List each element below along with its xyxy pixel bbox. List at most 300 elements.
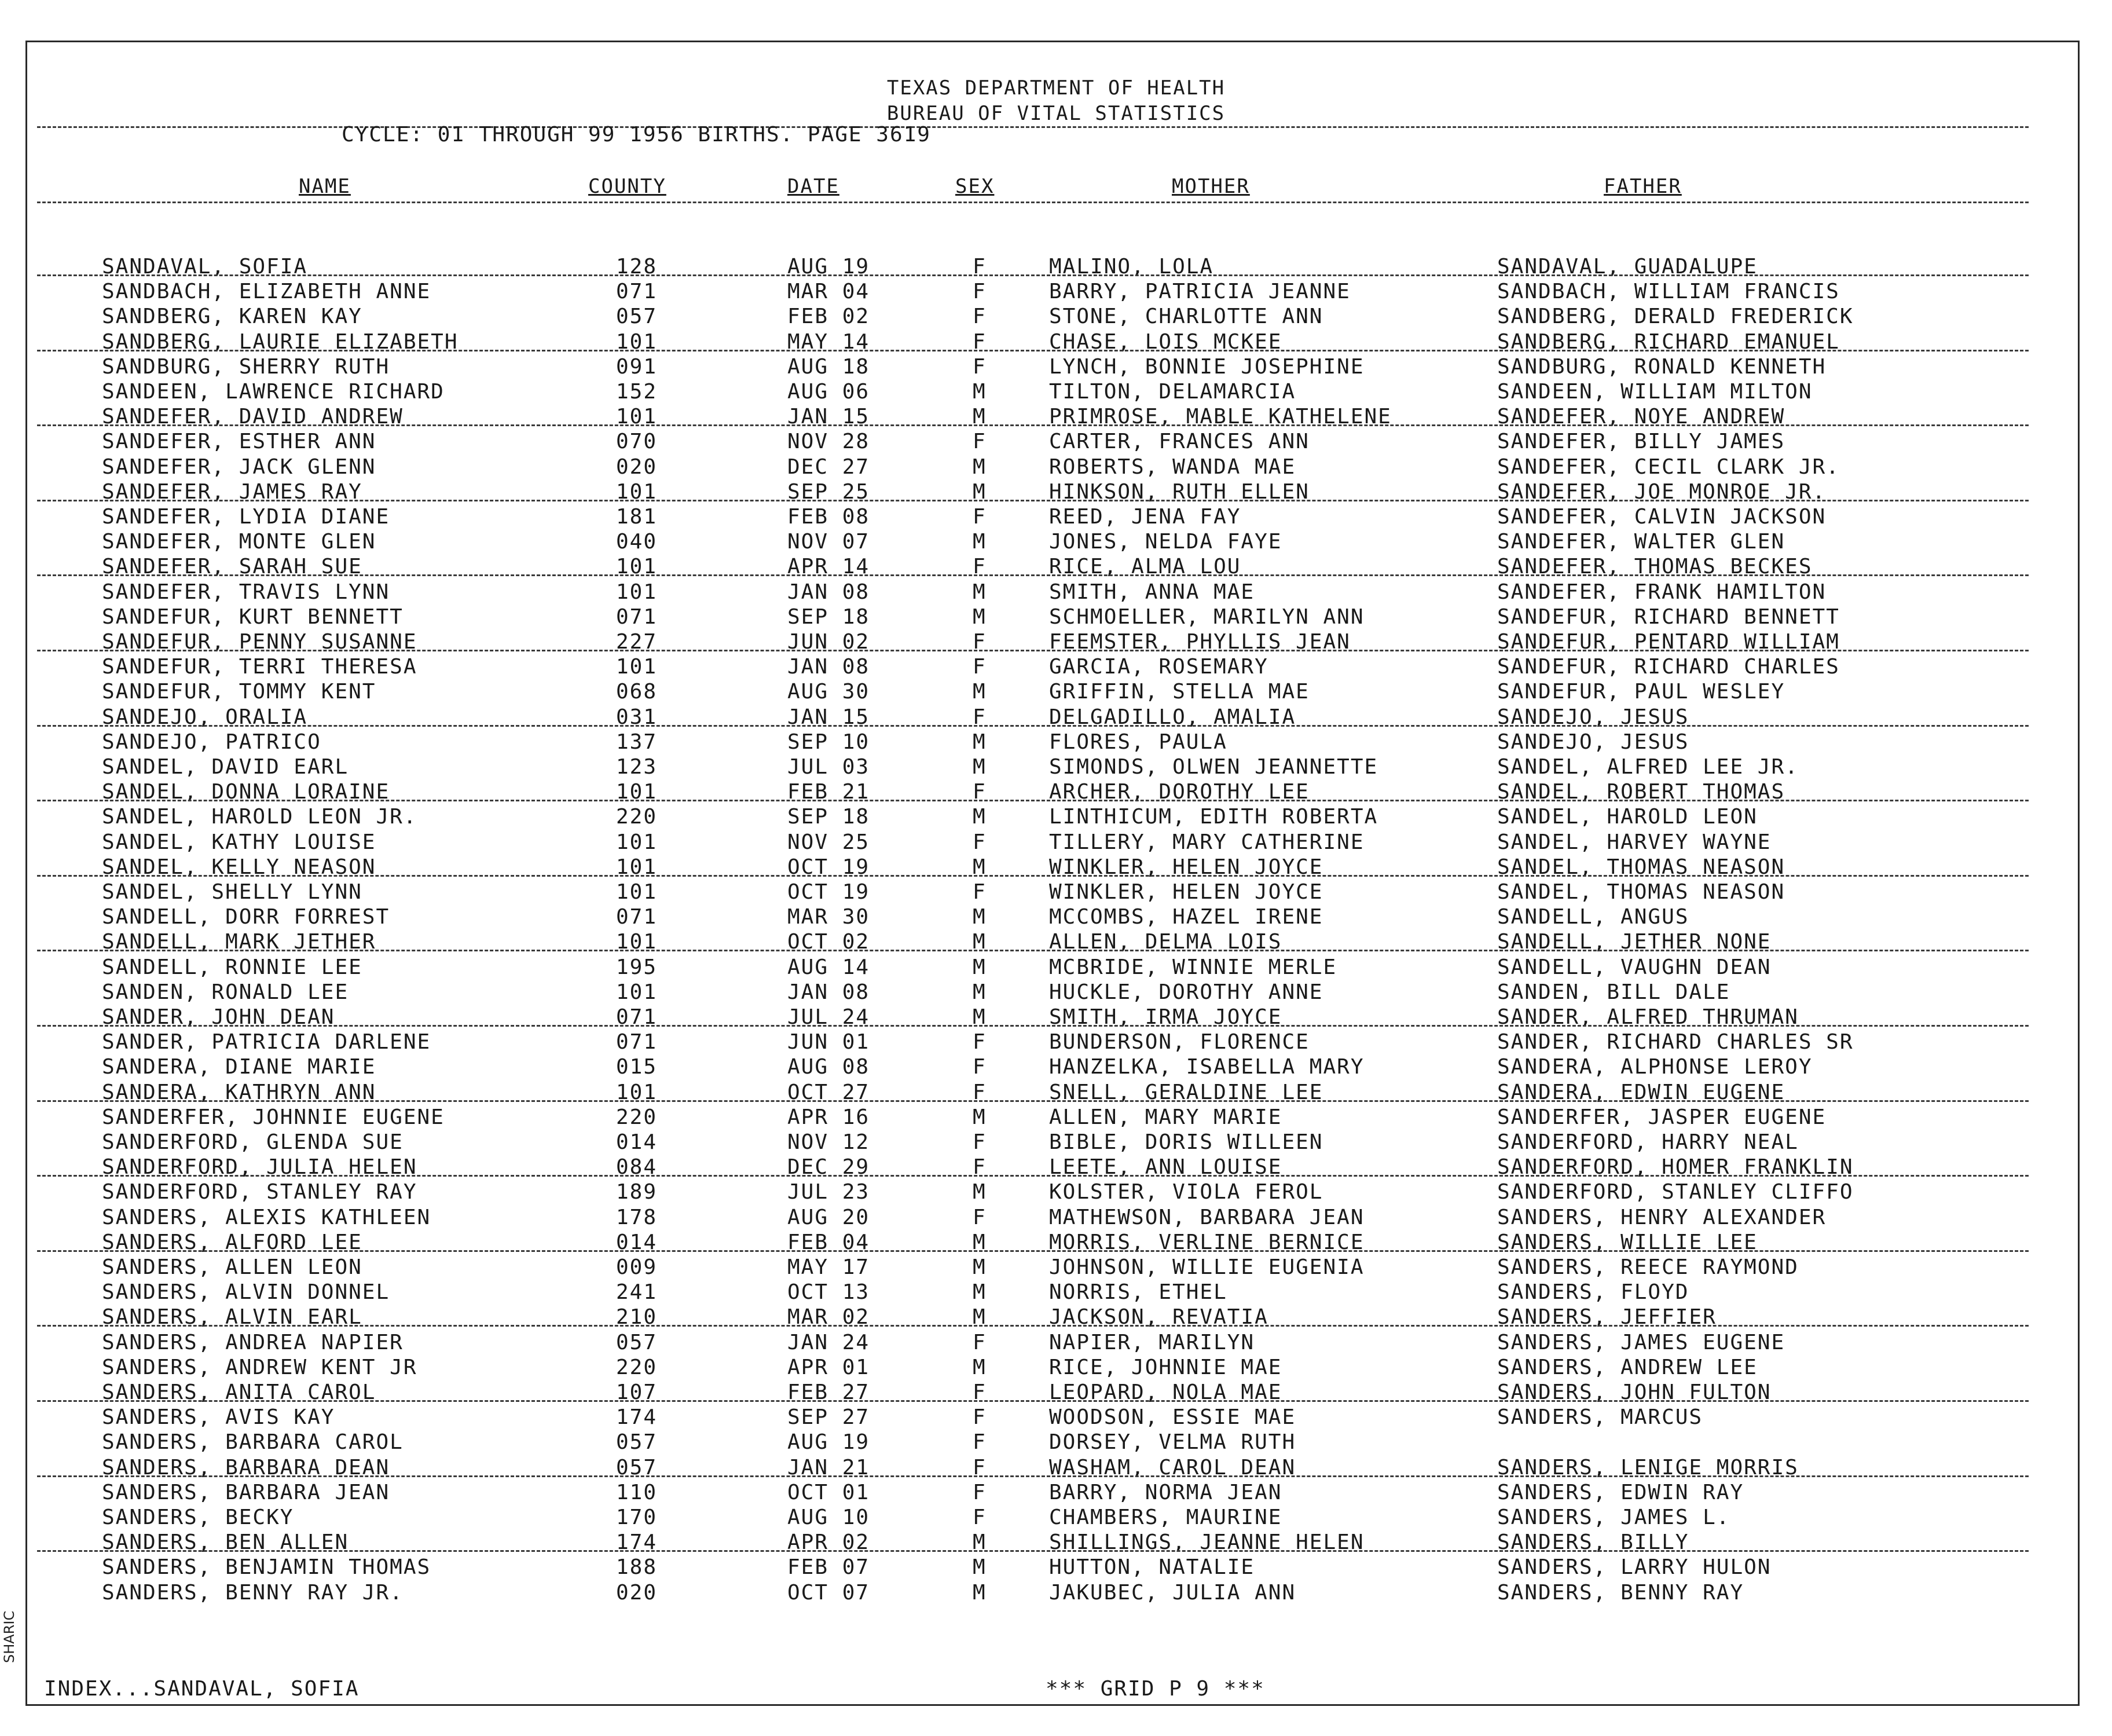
record-county: 020	[616, 455, 658, 479]
record-row	[0, 1280, 2112, 1305]
record-date: NOV 25	[787, 830, 870, 854]
record-date: OCT 19	[787, 880, 870, 904]
record-name: SANDEFER, DAVID ANDREW	[102, 405, 404, 429]
record-county: 101	[616, 980, 658, 1004]
record-father: SANDERS, JAMES EUGENE	[1497, 1330, 1785, 1354]
record-date: NOV 07	[787, 530, 870, 554]
record-name: SANDERS, ALVIN DONNEL	[102, 1280, 390, 1305]
record-county: 101	[616, 329, 658, 354]
record-mother: LEOPARD, NOLA MAE	[1049, 1380, 1282, 1404]
record-sex: M	[973, 680, 987, 704]
record-name: SANDEFER, SARAH SUE	[102, 555, 362, 579]
record-mother: PRIMROSE, MABLE KATHELENE	[1049, 405, 1392, 429]
record-mother: HANZELKA, ISABELLA MARY	[1049, 1055, 1365, 1079]
record-father: SANDEFER, THOMAS BECKES	[1497, 555, 1813, 579]
record-name: SANDEFER, TRAVIS LYNN	[102, 580, 390, 604]
record-sex: M	[973, 1530, 987, 1555]
record-father: SANDERS, HENRY ALEXANDER	[1497, 1205, 1827, 1229]
record-sex: F	[973, 1055, 987, 1079]
record-sex: M	[973, 1005, 987, 1029]
row-group-rule	[37, 1325, 2029, 1327]
record-mother: SMITH, ANNA MAE	[1049, 580, 1255, 604]
record-mother: SCHMOELLER, MARILYN ANN	[1049, 605, 1365, 629]
record-county: 057	[616, 305, 658, 329]
record-sex: M	[973, 479, 987, 504]
record-row	[0, 605, 2112, 629]
record-mother: MALINO, LOLA	[1049, 255, 1214, 279]
record-row	[0, 580, 2112, 605]
record-sex: M	[973, 980, 987, 1004]
record-sex: M	[973, 405, 987, 429]
record-row	[0, 1405, 2112, 1430]
record-row	[0, 1180, 2112, 1204]
record-row	[0, 880, 2112, 904]
record-row	[0, 730, 2112, 755]
record-name: SANDBERG, LAURIE ELIZABETH	[102, 329, 459, 354]
record-sex: F	[973, 1430, 987, 1455]
record-name: SANDEL, HAROLD LEON JR.	[102, 805, 417, 829]
record-father: SANDEFER, CALVIN JACKSON	[1497, 505, 1827, 529]
record-mother: HUCKLE, DOROTHY ANNE	[1049, 980, 1323, 1004]
record-county: 101	[616, 855, 658, 879]
record-date: JAN 15	[787, 405, 870, 429]
record-name: SANDEFUR, KURT BENNETT	[102, 605, 404, 629]
record-mother: CHASE, LOIS MCKEE	[1049, 329, 1282, 354]
row-group-rule	[37, 1550, 2029, 1552]
record-father: SANDERS, JOHN FULTON	[1497, 1380, 1772, 1404]
record-sex: F	[973, 1080, 987, 1104]
row-group-rule	[37, 725, 2029, 727]
record-mother: JAKUBEC, JULIA ANN	[1049, 1580, 1296, 1605]
record-row	[0, 530, 2112, 554]
record-date: APR 01	[787, 1355, 870, 1379]
record-name: SANDELL, RONNIE LEE	[102, 955, 362, 979]
record-name: SANDEFER, ESTHER ANN	[102, 430, 376, 454]
record-mother: MCCOMBS, HAZEL IRENE	[1049, 905, 1323, 929]
record-name: SANDEN, RONALD LEE	[102, 980, 349, 1004]
record-county: 241	[616, 1280, 658, 1305]
record-name: SANDEFER, LYDIA DIANE	[102, 505, 390, 529]
record-sex: M	[973, 1280, 987, 1305]
record-sex: M	[973, 1180, 987, 1204]
record-date: JUN 01	[787, 1030, 870, 1054]
record-county: 189	[616, 1180, 658, 1204]
record-mother: TILTON, DELAMARCIA	[1049, 380, 1296, 404]
record-father: SANDELL, JETHER NONE	[1497, 930, 1772, 954]
cycle-line: CYCLE: 01 THROUGH 99 1956 BIRTHS. PAGE 3619	[342, 123, 931, 147]
record-mother: HINKSON, RUTH ELLEN	[1049, 479, 1310, 504]
column-header-rule	[37, 202, 2029, 203]
record-father: SANDERA, ALPHONSE LEROY	[1497, 1055, 1813, 1079]
record-sex: F	[973, 655, 987, 679]
record-row	[0, 1055, 2112, 1079]
record-date: JAN 08	[787, 655, 870, 679]
record-name: SANDEL, SHELLY LYNN	[102, 880, 362, 904]
record-date: SEP 25	[787, 479, 870, 504]
record-sex: F	[973, 555, 987, 579]
record-mother: WASHAM, CAROL DEAN	[1049, 1455, 1296, 1479]
header-rule	[37, 126, 2029, 128]
record-father: SANDERS, BENNY RAY	[1497, 1580, 1744, 1605]
record-mother: WINKLER, HELEN JOYCE	[1049, 855, 1323, 879]
record-mother: RICE, JOHNNIE MAE	[1049, 1355, 1282, 1379]
record-father: SANDERFORD, STANLEY CLIFFO	[1497, 1180, 1854, 1204]
record-father: SANDEL, THOMAS NEASON	[1497, 855, 1785, 879]
record-sex: M	[973, 855, 987, 879]
record-county: 152	[616, 380, 658, 404]
record-county: 070	[616, 430, 658, 454]
row-group-rule	[37, 1250, 2029, 1252]
record-name: SANDERS, AVIS KAY	[102, 1405, 335, 1430]
record-date: AUG 20	[787, 1205, 870, 1229]
record-mother: SHILLINGS, JEANNE HELEN	[1049, 1530, 1365, 1555]
record-mother: WINKLER, HELEN JOYCE	[1049, 880, 1323, 904]
record-name: SANDERS, BEN ALLEN	[102, 1530, 349, 1555]
record-sex: M	[973, 605, 987, 629]
record-date: FEB 04	[787, 1230, 870, 1254]
record-sex: F	[973, 1480, 987, 1504]
record-date: JUL 24	[787, 1005, 870, 1029]
record-row	[0, 955, 2112, 980]
record-father: SANDERS, LENIGE MORRIS	[1497, 1455, 1799, 1479]
record-date: JAN 21	[787, 1455, 870, 1479]
record-sex: M	[973, 930, 987, 954]
record-mother: STONE, CHARLOTTE ANN	[1049, 305, 1323, 329]
record-county: 101	[616, 655, 658, 679]
record-row	[0, 1105, 2112, 1130]
record-date: SEP 27	[787, 1405, 870, 1430]
record-mother: HUTTON, NATALIE	[1049, 1555, 1255, 1580]
record-county: 101	[616, 405, 658, 429]
row-group-rule	[37, 574, 2029, 576]
record-name: SANDERS, ALVIN EARL	[102, 1305, 362, 1330]
record-father: SANDEFER, FRANK HAMILTON	[1497, 580, 1827, 604]
record-date: OCT 02	[787, 930, 870, 954]
record-date: DEC 27	[787, 455, 870, 479]
record-name: SANDERS, ANITA CAROL	[102, 1380, 376, 1404]
record-name: SANDBACH, ELIZABETH ANNE	[102, 280, 431, 304]
record-date: JUL 23	[787, 1180, 870, 1204]
record-county: 220	[616, 805, 658, 829]
record-name: SANDELL, MARK JETHER	[102, 930, 376, 954]
record-father: SANDERS, JEFFIER	[1497, 1305, 1717, 1330]
record-mother: MATHEWSON, BARBARA JEAN	[1049, 1205, 1365, 1229]
record-date: JAN 24	[787, 1330, 870, 1354]
record-father: SANDAVAL, GUADALUPE	[1497, 255, 1758, 279]
record-name: SANDEL, KATHY LOUISE	[102, 830, 376, 854]
record-date: FEB 21	[787, 780, 870, 804]
record-sex: M	[973, 1580, 987, 1605]
record-county: 084	[616, 1155, 658, 1180]
record-date: FEB 27	[787, 1380, 870, 1404]
record-date: APR 02	[787, 1530, 870, 1555]
record-sex: M	[973, 1355, 987, 1379]
record-name: SANDEL, DAVID EARL	[102, 755, 349, 779]
record-county: 174	[616, 1530, 658, 1555]
record-county: 071	[616, 280, 658, 304]
row-group-rule	[37, 1475, 2029, 1477]
record-name: SANDEJO, PATRICO	[102, 730, 321, 754]
column-header-sex: SEX	[955, 175, 995, 198]
record-date: MAY 17	[787, 1255, 870, 1279]
record-row	[0, 1581, 2112, 1605]
record-father: SANDELL, VAUGHN DEAN	[1497, 955, 1772, 979]
record-name: SANDERS, BARBARA DEAN	[102, 1455, 390, 1479]
record-county: 015	[616, 1055, 658, 1079]
row-group-rule	[37, 1400, 2029, 1402]
record-county: 178	[616, 1205, 658, 1229]
record-county: 101	[616, 580, 658, 604]
record-row	[0, 280, 2112, 304]
record-mother: GARCIA, ROSEMARY	[1049, 655, 1268, 679]
record-row	[0, 455, 2112, 479]
record-father: SANDEFER, CECIL CLARK JR.	[1497, 455, 1840, 479]
record-row	[0, 305, 2112, 329]
record-mother: BARRY, NORMA JEAN	[1049, 1480, 1282, 1504]
record-county: 170	[616, 1506, 658, 1529]
row-group-rule	[37, 1175, 2029, 1177]
record-date: AUG 19	[787, 255, 870, 279]
record-sex: F	[973, 329, 987, 354]
record-row	[0, 980, 2112, 1005]
record-sex: F	[973, 1455, 987, 1479]
record-date: NOV 12	[787, 1130, 870, 1154]
record-name: SANDEEN, LAWRENCE RICHARD	[102, 380, 445, 404]
record-sex: M	[973, 1105, 987, 1129]
record-county: 220	[616, 1105, 658, 1129]
record-father: SANDEL, HAROLD LEON	[1497, 805, 1758, 829]
record-father: SANDBERG, RICHARD EMANUEL	[1497, 329, 1840, 354]
record-name: SANDEFER, MONTE GLEN	[102, 530, 376, 554]
record-date: AUG 08	[787, 1055, 870, 1079]
record-row	[0, 1030, 2112, 1054]
bureau-title: BUREAU OF VITAL STATISTICS	[886, 102, 1226, 125]
index-footer: INDEX...SANDAVAL, SOFIA	[44, 1677, 360, 1701]
record-date: AUG 06	[787, 380, 870, 404]
record-row	[0, 1206, 2112, 1230]
record-father: SANDEN, BILL DALE	[1497, 980, 1730, 1004]
record-name: SANDERFER, JOHNNIE EUGENE	[102, 1105, 445, 1129]
record-name: SANDERFORD, STANLEY RAY	[102, 1180, 417, 1204]
record-row	[0, 430, 2112, 454]
record-name: SANDEJO, ORALIA	[102, 705, 308, 729]
record-name: SANDEFUR, PENNY SUSANNE	[102, 630, 417, 654]
record-county: 227	[616, 630, 658, 654]
column-header-name: NAME	[299, 175, 351, 198]
record-sex: F	[973, 430, 987, 454]
side-label: SHARIC	[1, 1610, 17, 1663]
record-date: MAY 14	[787, 329, 870, 354]
record-county: 101	[616, 880, 658, 904]
record-county: 101	[616, 555, 658, 579]
record-sex: F	[973, 630, 987, 654]
row-group-rule	[37, 1025, 2029, 1027]
record-mother: ALLEN, MARY MARIE	[1049, 1105, 1282, 1129]
record-county: 020	[616, 1580, 658, 1605]
record-mother: JONES, NELDA FAYE	[1049, 530, 1282, 554]
record-father: SANDEFER, NOYE ANDREW	[1497, 405, 1785, 429]
record-father: SANDERFORD, HARRY NEAL	[1497, 1130, 1799, 1154]
row-group-rule	[37, 350, 2029, 351]
record-father: SANDER, RICHARD CHARLES SR	[1497, 1030, 1854, 1054]
record-mother: GRIFFIN, STELLA MAE	[1049, 680, 1310, 704]
record-sex: F	[973, 705, 987, 729]
record-county: 188	[616, 1555, 658, 1580]
record-sex: F	[973, 1330, 987, 1354]
record-name: SANDBERG, KAREN KAY	[102, 305, 362, 329]
column-header-county: COUNTY	[588, 175, 666, 198]
record-row	[0, 1430, 2112, 1455]
record-county: 101	[616, 780, 658, 804]
record-date: FEB 02	[787, 305, 870, 329]
record-county: 091	[616, 354, 658, 379]
record-date: JUN 02	[787, 630, 870, 654]
record-county: 181	[616, 505, 658, 529]
record-name: SANDERA, DIANE MARIE	[102, 1055, 376, 1079]
record-mother: FLORES, PAULA	[1049, 730, 1227, 754]
record-row	[0, 1356, 2112, 1380]
record-father: SANDEFUR, PAUL WESLEY	[1497, 680, 1785, 704]
record-name: SANDERS, BENNY RAY JR.	[102, 1580, 404, 1605]
record-county: 210	[616, 1305, 658, 1330]
record-sex: M	[973, 955, 987, 979]
record-county: 057	[616, 1430, 658, 1455]
record-father: SANDEFER, WALTER GLEN	[1497, 530, 1785, 554]
record-row	[0, 1255, 2112, 1280]
record-father: SANDEL, ROBERT THOMAS	[1497, 780, 1785, 804]
record-sex: F	[973, 880, 987, 904]
record-mother: NAPIER, MARILYN	[1049, 1330, 1255, 1354]
record-county: 128	[616, 255, 658, 279]
record-county: 195	[616, 955, 658, 979]
record-father: SANDERS, MARCUS	[1497, 1405, 1703, 1430]
record-county: 071	[616, 905, 658, 929]
record-sex: F	[973, 780, 987, 804]
row-group-rule	[37, 424, 2029, 426]
column-header-mother: MOTHER	[1172, 175, 1250, 198]
record-father: SANDERS, BILLY	[1497, 1530, 1689, 1555]
record-sex: M	[973, 905, 987, 929]
record-mother: BUNDERSON, FLORENCE	[1049, 1030, 1310, 1054]
record-father: SANDBERG, DERALD FREDERICK	[1497, 305, 1854, 329]
record-date: APR 14	[787, 555, 870, 579]
record-date: FEB 07	[787, 1555, 870, 1580]
record-father: SANDERFER, JASPER EUGENE	[1497, 1105, 1827, 1129]
record-county: 071	[616, 1030, 658, 1054]
record-mother: ARCHER, DOROTHY LEE	[1049, 780, 1310, 804]
record-mother: KOLSTER, VIOLA FEROL	[1049, 1180, 1323, 1204]
record-father: SANDEFUR, RICHARD CHARLES	[1497, 655, 1840, 679]
record-name: SANDERS, BENJAMIN THOMAS	[102, 1555, 431, 1580]
record-mother: SIMONDS, OLWEN JEANNETTE	[1049, 755, 1378, 779]
record-father: SANDBACH, WILLIAM FRANCIS	[1497, 280, 1840, 304]
record-county: 101	[616, 830, 658, 854]
record-date: OCT 13	[787, 1280, 870, 1305]
record-sex: M	[973, 1255, 987, 1279]
row-group-rule	[37, 274, 2029, 276]
record-mother: SNELL, GERALDINE LEE	[1049, 1080, 1323, 1104]
record-county: 123	[616, 755, 658, 779]
record-mother: LYNCH, BONNIE JOSEPHINE	[1049, 354, 1365, 379]
record-mother: ALLEN, DELMA LOIS	[1049, 930, 1282, 954]
record-row	[0, 505, 2112, 529]
record-date: AUG 30	[787, 680, 870, 704]
record-father: SANDERA, EDWIN EUGENE	[1497, 1080, 1785, 1104]
row-group-rule	[37, 875, 2029, 877]
record-sex: M	[973, 755, 987, 779]
record-name: SANDERS, ALLEN LEON	[102, 1255, 362, 1279]
record-row	[0, 1331, 2112, 1355]
record-name: SANDEL, KELLY NEASON	[102, 855, 376, 879]
record-sex: M	[973, 1305, 987, 1330]
record-mother: DORSEY, VELMA RUTH	[1049, 1430, 1296, 1455]
record-sex: M	[973, 455, 987, 479]
record-name: SANDERS, ANDREW KENT JR	[102, 1355, 417, 1379]
record-row	[0, 905, 2112, 929]
record-father: SANDEL, ALFRED LEE JR.	[1497, 755, 1799, 779]
record-mother: DELGADILLO, AMALIA	[1049, 705, 1296, 729]
record-date: AUG 19	[787, 1430, 870, 1455]
record-sex: F	[973, 1506, 987, 1529]
record-mother: LINTHICUM, EDITH ROBERTA	[1049, 805, 1378, 829]
record-father: SANDEJO, JESUS	[1497, 730, 1689, 754]
record-date: NOV 28	[787, 430, 870, 454]
record-mother: JACKSON, REVATIA	[1049, 1305, 1268, 1330]
record-name: SANDERFORD, JULIA HELEN	[102, 1155, 417, 1180]
record-date: OCT 01	[787, 1480, 870, 1504]
record-father: SANDERS, EDWIN RAY	[1497, 1480, 1744, 1504]
record-county: 110	[616, 1480, 658, 1504]
record-row	[0, 1555, 2112, 1580]
record-name: SANDEFUR, TERRI THERESA	[102, 655, 417, 679]
record-row	[0, 380, 2112, 404]
record-date: AUG 18	[787, 354, 870, 379]
record-county: 101	[616, 930, 658, 954]
record-county: 101	[616, 479, 658, 504]
record-mother: LEETE, ANN LOUISE	[1049, 1155, 1282, 1180]
record-mother: JOHNSON, WILLIE EUGENIA	[1049, 1255, 1365, 1279]
record-name: SANDERS, BARBARA CAROL	[102, 1430, 404, 1455]
record-county: 009	[616, 1255, 658, 1279]
record-date: MAR 04	[787, 280, 870, 304]
record-mother: MORRIS, VERLINE BERNICE	[1049, 1230, 1365, 1254]
record-row	[0, 655, 2112, 679]
record-father: SANDERS, WILLIE LEE	[1497, 1230, 1758, 1254]
record-father: SANDEJO, JESUS	[1497, 705, 1689, 729]
record-mother: BIBLE, DORIS WILLEEN	[1049, 1130, 1323, 1154]
record-father: SANDERS, ANDREW LEE	[1497, 1355, 1758, 1379]
record-sex: M	[973, 1555, 987, 1580]
record-mother: MCBRIDE, WINNIE MERLE	[1049, 955, 1337, 979]
record-mother: TILLERY, MARY CATHERINE	[1049, 830, 1365, 854]
record-county: 071	[616, 1005, 658, 1029]
record-mother: WOODSON, ESSIE MAE	[1049, 1405, 1296, 1430]
record-father: SANDBURG, RONALD KENNETH	[1497, 354, 1827, 379]
record-mother: SMITH, IRMA JOYCE	[1049, 1005, 1282, 1029]
record-date: SEP 18	[787, 805, 870, 829]
record-county: 107	[616, 1380, 658, 1404]
record-date: APR 16	[787, 1105, 870, 1129]
record-sex: F	[973, 1030, 987, 1054]
record-date: MAR 02	[787, 1305, 870, 1330]
record-name: SANDAVAL, SOFIA	[102, 255, 308, 279]
row-group-rule	[37, 1100, 2029, 1102]
record-name: SANDERFORD, GLENDA SUE	[102, 1130, 404, 1154]
record-county: 014	[616, 1230, 658, 1254]
record-county: 014	[616, 1130, 658, 1154]
record-row	[0, 355, 2112, 379]
record-mother: CHAMBERS, MAURINE	[1049, 1506, 1282, 1529]
